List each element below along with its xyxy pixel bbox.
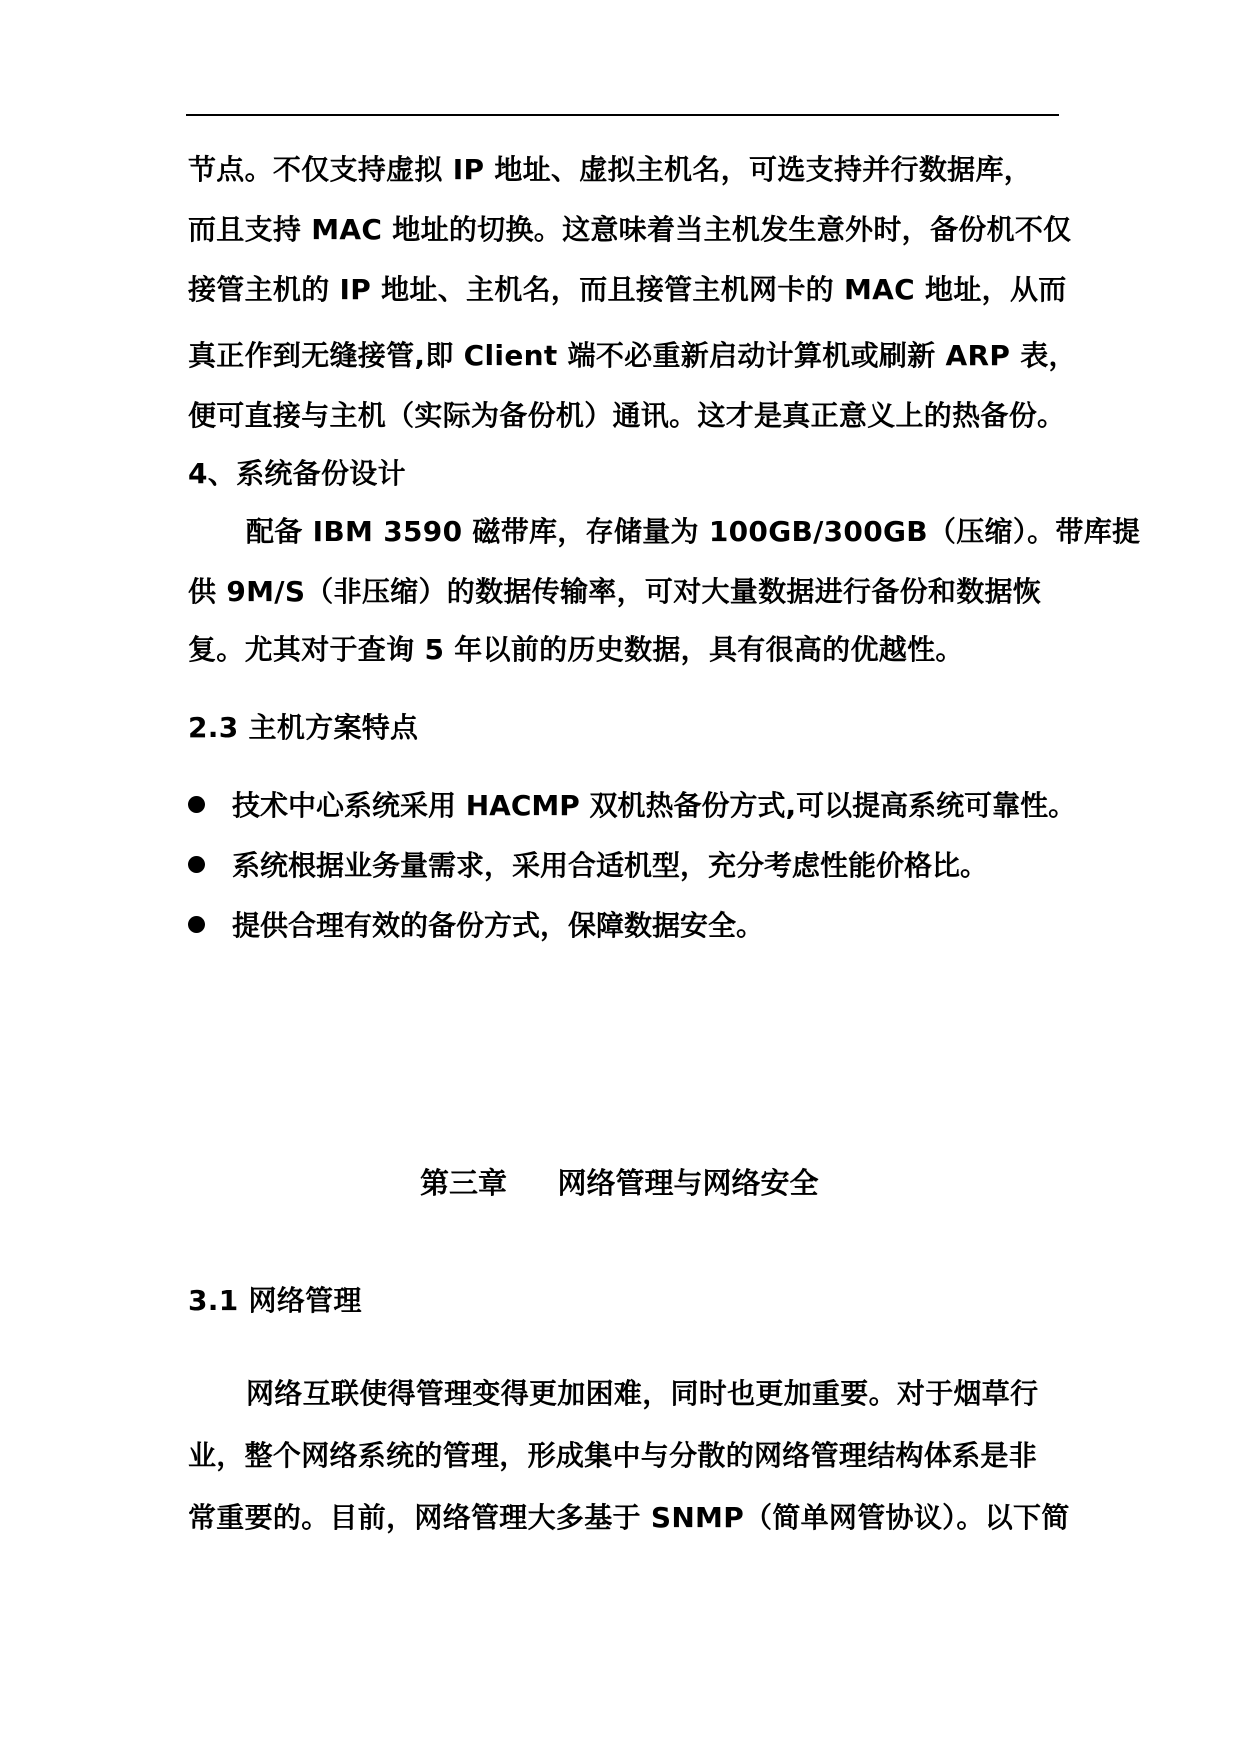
section-3-1-line-3: 常重要的。目前，网络管理大多基于 SNMP（简单网管协议）。以下简 bbox=[188, 1501, 1070, 1534]
bullet-item-3 bbox=[188, 906, 764, 946]
bullet-icon bbox=[188, 856, 205, 873]
body-line-4: 真正作到无缝接管,即 Client 端不必重新启动计算机或刷新 ARP 表， bbox=[188, 339, 1077, 372]
section-2-3-heading: 2.3 主机方案特点 bbox=[188, 711, 419, 744]
section-3-1-line-1: 网络互联使得管理变得更加困难，同时也更加重要。对于烟草行 bbox=[246, 1377, 1039, 1410]
body-line-5: 便可直接与主机（实际为备份机）通讯。这才是真正意义上的热备份。 bbox=[188, 399, 1066, 432]
header-rule bbox=[186, 114, 1059, 116]
bullet-item-1 bbox=[188, 786, 1076, 826]
section-3-1-heading: 3.1 网络管理 bbox=[188, 1284, 362, 1317]
body-line-1: 节点。不仅支持虚拟 IP 地址、虚拟主机名，可选支持并行数据库， bbox=[188, 153, 1033, 186]
bullet-text: 提供合理有效的备份方式，保障数据安全。 bbox=[232, 909, 765, 942]
section-4-line-2: 供 9M/S（非压缩）的数据传输率，可对大量数据进行备份和数据恢 bbox=[188, 575, 1042, 608]
section-4-heading: 4、系统备份设计 bbox=[188, 457, 406, 490]
body-line-2: 而且支持 MAC 地址的切换。这意味着当主机发生意外时，备份机不仅 bbox=[188, 213, 1072, 246]
bullet-text: 技术中心系统采用 HACMP 双机热备份方式,可以提高系统可靠性。 bbox=[232, 789, 1077, 822]
chapter-title: 第三章 网络管理与网络安全 bbox=[420, 1166, 819, 1200]
bullet-icon bbox=[188, 916, 205, 933]
section-4-line-1: 配备 IBM 3590 磁带库，存储量为 100GB/300GB（压缩）。带库提 bbox=[246, 515, 1141, 548]
bullet-icon bbox=[188, 796, 205, 813]
section-4-line-3: 复。尤其对于查询 5 年以前的历史数据，具有很高的优越性。 bbox=[188, 633, 964, 666]
bullet-item-2 bbox=[188, 846, 988, 886]
bullet-text: 系统根据业务量需求，采用合适机型，充分考虑性能价格比。 bbox=[232, 849, 989, 882]
section-3-1-line-2: 业，整个网络系统的管理，形成集中与分散的网络管理结构体系是非 bbox=[188, 1439, 1038, 1472]
body-line-3: 接管主机的 IP 地址、主机名，而且接管主机网卡的 MAC 地址，从而 bbox=[188, 273, 1067, 306]
